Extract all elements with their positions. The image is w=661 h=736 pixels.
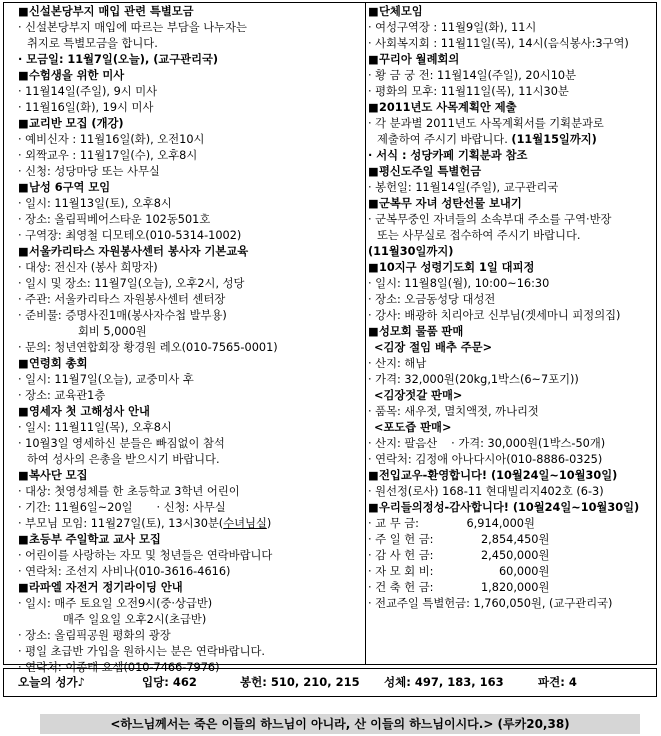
notice-special-collection [18, 4, 362, 68]
section-title: ■남성 6구역 모임 [18, 181, 111, 194]
left-column [18, 4, 362, 676]
hymn-label: 오늘의 성가♪ [18, 675, 85, 689]
scripture-verse: <하느님께서는 죽은 이들의 하느님이 아니라, 산 이들의 하느님이시다.> (루카20,38) [40, 714, 640, 734]
notice-line: · 장소: 올림픽공원 평화의 광장 [18, 629, 171, 642]
sub-heading: <김장젓갈 판매> [374, 389, 463, 402]
notice-line: · 외짝교우 : 11월17일(수), 오후8시 [18, 149, 198, 162]
square-bullet-icon: ■ [368, 197, 379, 210]
square-bullet-icon: ■ [18, 117, 29, 130]
notice-group-meetings [368, 4, 654, 52]
notice-line: · 구역장: 최영철 디모테오(010-5314-1002) [18, 229, 242, 242]
notice-line: 취지로 특별모금을 합니다. [27, 37, 158, 50]
offering-row: · 건 축 헌 금: 1,820,000원 [368, 581, 550, 594]
square-bullet-icon: ■ [18, 581, 29, 594]
sub-heading: <포도즙 판매> [374, 421, 452, 434]
notice-goods-sale [368, 324, 654, 468]
square-bullet-icon: ■ [18, 69, 29, 82]
notice-line: · 산지: 해남 [368, 357, 427, 370]
section-title: ■연령회 총회 [18, 357, 88, 370]
notice-line: · 11월16일(화), 19시 미사 [18, 101, 154, 114]
notice-line: · 일시: 11월8일(월), 10:00~16:30 [368, 277, 550, 290]
notice-exam-mass [18, 68, 362, 116]
notice-line: · 일시: 11월13일(토), 오후8시 [18, 197, 172, 210]
notice-line: · 기간: 11월6일~20일 · 신청: 사무실 [18, 501, 226, 514]
notice-line: · 신설본당부지 매입에 따르는 부담을 나누자는 [18, 21, 247, 34]
notice-line: · 10월3일 영세하신 분들은 빠짐없이 참석 [18, 437, 225, 450]
square-bullet-icon: ■ [368, 501, 379, 514]
offering-row: · 주 일 헌 금: 2,854,450원 [368, 533, 550, 546]
square-bullet-icon: ■ [18, 469, 29, 482]
hymn-bar [3, 668, 657, 697]
sub-heading: <김장 절임 배추 주문> [374, 341, 493, 354]
notice-laity-sunday [368, 164, 654, 196]
notice-line: · 일시: 매주 토요일 오전9시(중·상급반) [18, 597, 213, 610]
square-bullet-icon: ■ [18, 357, 29, 370]
notice-pastoral-plan [368, 100, 654, 164]
hymn-entrance: 입당: 462 [142, 675, 197, 689]
notice-line: · 어린이를 사랑하는 자모 및 청년들은 연락바랍니다 [18, 549, 273, 562]
notice-teacher-recruit [18, 532, 362, 580]
square-bullet-icon: ■ [18, 533, 29, 546]
notice-line: · 부모님 모임: 11월27일(토), 13시30분(수녀님실) [18, 517, 272, 530]
notice-line: · 봉헌일: 11월14일(주일), 교구관리국 [368, 181, 559, 194]
square-bullet-icon: ■ [368, 325, 379, 338]
notice-line: · 군복무중인 자녀들의 소속부대 주소를 구역·반장 [368, 213, 612, 226]
square-bullet-icon: ■ [18, 5, 29, 18]
notice-line: · 일시: 11월11일(목), 오후8시 [18, 421, 172, 434]
notice-line: · 각 분과별 2011년도 사목계획서를 기획분과로 [368, 117, 604, 130]
section-title: ■복사단 모집 [18, 469, 88, 482]
section-title: ■평신도주일 특별헌금 [368, 165, 482, 178]
notice-line: · 11월14일(주일), 9시 미사 [18, 85, 158, 98]
notice-military-gift [368, 196, 654, 260]
notice-line: · 문의: 청년연합회장 황경원 레오(010-7565-0001) [18, 341, 278, 354]
square-bullet-icon: ■ [368, 101, 379, 114]
notice-first-confession [18, 404, 362, 468]
notice-line: · 연락처: 이종태 요셉(010-7466-7976) [18, 661, 220, 674]
section-title: ■우리들의정성-감사합니다! (10월24일~10월30일) [368, 501, 640, 514]
notice-line: · 강사: 배광하 치리아코 신부님(겟세마니 피정의집) [368, 309, 621, 322]
notice-line: 매주 일요일 오후2시(초급반) [63, 613, 207, 626]
notice-line: · 예비신자 : 11월16일(화), 오전10시 [18, 133, 205, 146]
notice-volunteer-training [18, 244, 362, 356]
notice-line: · 일시: 11월7일(오늘), 교중미사 후 [18, 373, 194, 386]
notice-line: · 전교주일 특별헌금: 1,760,050원, (교구관리국) [368, 597, 613, 610]
section-title: ■전입교우-환영합니다! (10월24일~10월30일) [368, 469, 618, 482]
notice-line: · 대상: 첫영성체를 한 초등학교 3학년 어린이 [18, 485, 240, 498]
section-title: ■신설본당부지 매입 관련 특별모금 [18, 5, 194, 18]
notice-line: · 원선정(로사) 168-11 현대빌리지402호 (6-3) [368, 485, 604, 498]
notice-line: 제출하여 주시기 바랍니다. (11월15일까지) [377, 133, 597, 146]
notice-line: 하여 성사의 은총을 받으시기 바랍니다. [27, 453, 220, 466]
notice-line: · 장소: 오금동성당 대성전 [368, 293, 496, 306]
offering-row: · 자 모 회 비: 60,000원 [368, 565, 550, 578]
notice-line: · 일시 및 장소: 11월7일(오늘), 오후2시, 성당 [18, 277, 245, 290]
notice-line: (11월30일까지) [368, 245, 454, 258]
section-title: ■꾸리아 월례회의 [368, 53, 460, 66]
notice-line: · 평일 초급반 가입을 원하시는 분은 연락바랍니다. [18, 645, 265, 658]
notice-line: · 품목: 새우젓, 멸치액젓, 까나리젓 [368, 405, 539, 418]
section-title: ■수험생을 위한 미사 [18, 69, 125, 82]
notice-catechism-class [18, 116, 362, 180]
notice-line: · 준비물: 증명사진1매(봉사자수첩 발부용) [18, 309, 227, 322]
notice-curia-meeting [368, 52, 654, 100]
notice-new-members [368, 468, 654, 500]
square-bullet-icon: ■ [18, 405, 29, 418]
section-title: ■라파엘 자전거 정기라이딩 안내 [18, 581, 183, 594]
notice-line: · 장소: 올림픽베어스타운 102동501호 [18, 213, 211, 226]
notice-line: · 모금일: 11월7일(오늘), (교구관리국) [18, 53, 219, 66]
notice-line: · 연락처: 김정애 아나다시아(010-8886-0325) [368, 453, 603, 466]
notice-line: · 장소: 교육관1층 [18, 389, 106, 402]
notice-line: · 평화의 모후: 11월11일(목), 11시30분 [368, 85, 569, 98]
section-title: ■성모회 물품 판매 [368, 325, 464, 338]
right-column [368, 4, 654, 612]
notice-line: · 서식 : 성당카페 기획분과 참조 [368, 149, 528, 162]
offering-row: · 감 사 헌 금: 2,450,000원 [368, 549, 550, 562]
square-bullet-icon: ■ [18, 245, 29, 258]
square-bullet-icon: ■ [368, 469, 379, 482]
notice-line: · 가격: 32,000원(20kg,1박스(6~7포기)) [368, 373, 579, 386]
notice-line: · 연락처: 조선지 사비나(010-3616-4616) [18, 565, 231, 578]
notice-retreat [368, 260, 654, 324]
notice-funeral-assembly [18, 356, 362, 404]
notice-offerings [368, 500, 654, 612]
notice-line: · 신청: 성당마당 또는 사무실 [18, 165, 160, 178]
square-bullet-icon: ■ [368, 261, 379, 274]
notice-line: · 여성구역장 : 11월9일(화), 11시 [368, 21, 537, 34]
notice-bicycle-riding [18, 580, 362, 676]
notice-line: · 산지: 팔음산 · 가격: 30,000원(1박스-50개) [368, 437, 606, 450]
notice-line: · 황 금 궁 전: 11월14일(주일), 20시10분 [368, 69, 576, 82]
notice-district-meeting [18, 180, 362, 244]
square-bullet-icon: ■ [368, 165, 379, 178]
notice-line: · 사회복지회 : 11월11일(목), 14시(음식봉사:3구역) [368, 37, 629, 50]
hymn-recessional: 파견: 4 [538, 675, 577, 689]
section-title: ■2011년도 사목계획안 제출 [368, 101, 517, 114]
section-title: ■서울카리타스 자원봉사센터 봉사자 기본교육 [18, 245, 249, 258]
section-title: ■영세자 첫 고해성사 안내 [18, 405, 150, 418]
notice-line: · 주관: 서울카리타스 자원봉사센터 센터장 [18, 293, 226, 306]
notice-altar-server [18, 468, 362, 532]
section-title: ■단체모임 [368, 5, 423, 18]
square-bullet-icon: ■ [368, 5, 379, 18]
section-title: ■초등부 주일학교 교사 모집 [18, 533, 161, 546]
notice-line: 또는 사무실로 접수하여 주시기 바랍니다. [377, 229, 581, 242]
offering-row: · 교 무 금: 6,914,000원 [368, 517, 535, 530]
square-bullet-icon: ■ [368, 53, 379, 66]
notice-line: · 대상: 전신자 (봉사 희망자) [18, 261, 158, 274]
square-bullet-icon: ■ [18, 181, 29, 194]
section-title: ■교리반 모집 (개강) [18, 117, 124, 130]
hymn-communion: 성체: 497, 183, 163 [384, 675, 504, 689]
section-title: ■10지구 성령기도회 1일 대피정 [368, 261, 535, 274]
column-divider [365, 2, 366, 665]
hymn-offertory: 봉헌: 510, 210, 215 [240, 675, 360, 689]
notice-line: 회비 5,000원 [78, 325, 147, 338]
section-title: ■군복무 자녀 성탄선물 보내기 [368, 197, 522, 210]
